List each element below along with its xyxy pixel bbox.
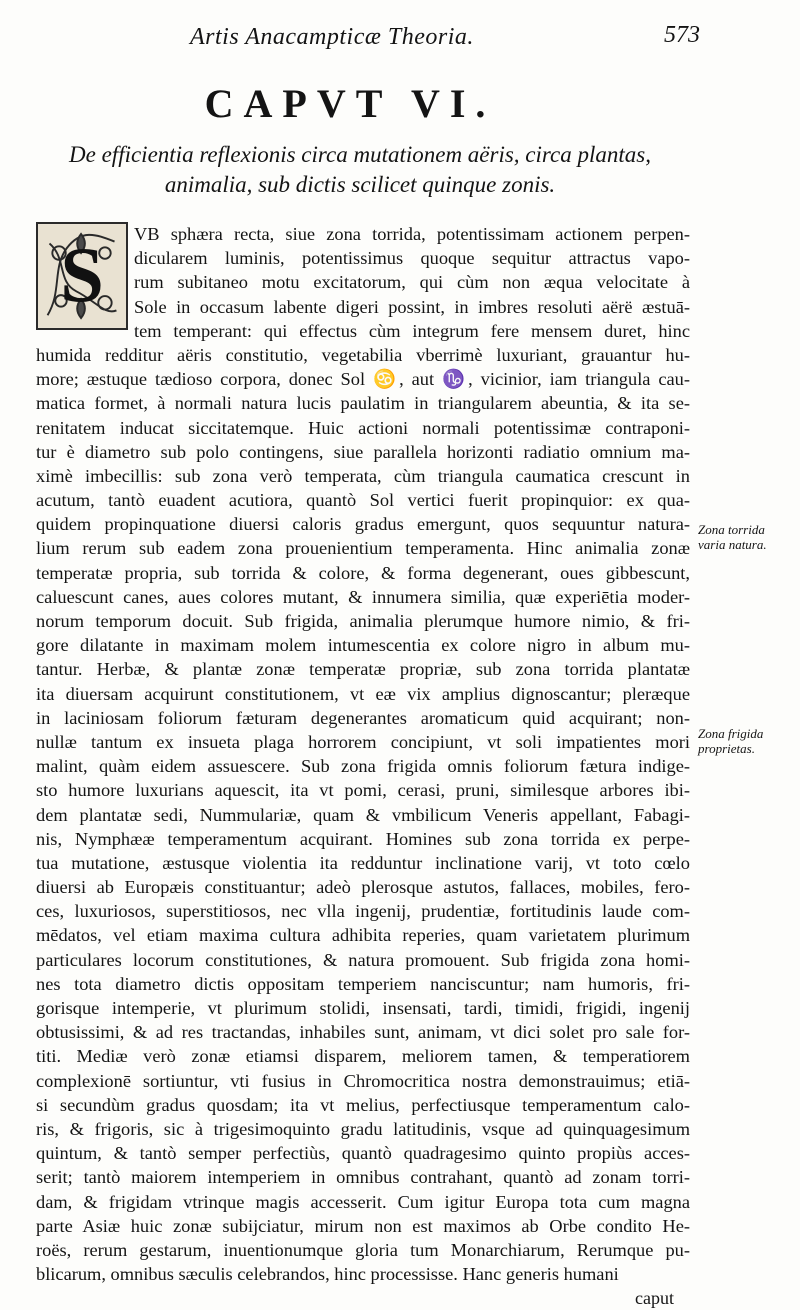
text-line: roës, rerum gestarum, inuentionumque gloria tum Monarchiarum, Rerumque pu- xyxy=(36,1239,690,1260)
text-line: renitatem inducat siccitatemque. Huic actioni normali potentissimæ contraponi- xyxy=(36,417,690,438)
subtitle-line-2: animalia, sub dictis scilicet quinque zonis. xyxy=(164,172,556,197)
chapter-subtitle xyxy=(40,140,680,200)
drop-cap-letter: S xyxy=(60,230,104,318)
text-line: nes tota diametro dictis oppositam temperiem nanciscuntur; nam humoris, fri- xyxy=(36,973,690,994)
text-line: humida redditur aëris constitutio, vegetabilia vberrimè luxuriant, grauantur hu- xyxy=(36,344,690,365)
text-line: more; æstuque tædioso corpora, donec Sol ♋, aut ♑, vicinior, iam triangula cau- xyxy=(36,369,690,390)
text-line: rum subitaneo motu excitatorum, qui cùm non æqua velocitate à xyxy=(134,272,690,293)
text-line: sto humore luxurians aquescit, ita vt pomi, cerasi, pruni, similesque arbores ibi- xyxy=(36,780,690,801)
text-line: tantur. Herbæ, & plantæ zonæ temperatæ propriæ, sub zona torrida plantatæ xyxy=(36,659,690,680)
page-header xyxy=(150,18,710,48)
text-line: malint, quàm eidem assuescere. Sub zona frigida omnis foliorum fætura indige- xyxy=(36,756,690,777)
text-line: quidem propinquatione diuersi caloris gradus emergunt, quos sequuntur natura- xyxy=(36,514,690,535)
text-line: nis, Nymphææ temperamentum acquirant. Homines sub zona torrida ex perpe- xyxy=(36,828,690,849)
marginal-note-line: proprietas. xyxy=(698,741,755,756)
subtitle-line-1: De efficientia reflexionis circa mutationem aëris, circa plantas, xyxy=(69,142,651,167)
text-line: caluescunt canes, aues colores mutant, & innumera similia, quæ experiētia moder- xyxy=(36,586,690,607)
text-line: acutum, tantò euadent acutiora, quantò Sol vertici fuerit propinquior: ex qua- xyxy=(36,490,690,511)
text-line: titi. Mediæ verò zonæ etiamsi disparem, meliorem tamen, & temperatiorem xyxy=(36,1046,690,1067)
text-line: in laciniosam foliorum fæturam degenerantes aromaticum quid acquirant; non- xyxy=(36,707,690,728)
text-line: parte Asiæ huic zonæ subijciatur, mirum non est maximos ab Orbe condito He- xyxy=(36,1215,690,1236)
text-line: lium rerum sub eadem zona prouenientium temperamenta. Hinc animalia zonæ xyxy=(36,538,690,559)
text-line: norum temporum docuit. Sub frigida, animalia plerumque humore nimio, & fri- xyxy=(36,611,690,631)
catchword: caput xyxy=(635,1288,674,1309)
marginal-note-zona-torrida xyxy=(698,522,798,552)
body-text xyxy=(36,222,690,1310)
text-line: ris, & frigoris, sic à trigesimoquinto gradu latitudinis, vsque ad quinquagesimum xyxy=(36,1118,690,1139)
text-line: particulares locorum constitutiones, & natura promouent. Sub frigida zona homi- xyxy=(36,949,690,970)
text-line: temperatæ propria, sub torrida & colore, & forma degenerant, oues gibbescunt, xyxy=(36,562,690,583)
text-line: quintum, & tantò semper perfectiùs, quantò quadragesimo quinto propiùs acces- xyxy=(36,1143,690,1164)
page-number: 573 xyxy=(664,22,700,48)
text-line: ces, luxuriosos, superstitiosos, nec vlla ingenij, prudentiæ, fortitudinis laude com- xyxy=(36,901,690,922)
text-line: blicarum, omnibus sæculis celebrandos, hinc processisse. Hanc generis humani xyxy=(36,1264,619,1285)
text-line: serit; tantò maiorem intemperiem in omnibus contrahant, quantò ad zonam torri- xyxy=(36,1167,690,1188)
text-line: Sole in occasum labente digeri possint, in imbres resoluti aërë æstuā- xyxy=(134,296,690,317)
text-line: mēdatos, vel etiam maxima cultura adhibita reperies, quam varietatem plurimum xyxy=(36,925,690,946)
marginal-note-line: varia natura. xyxy=(698,537,767,552)
text-line: gorisque intemperie, vt plurimum stolidi, insensati, tardi, timidi, frigidi, ingenij xyxy=(36,998,690,1018)
text-line: tem temperant: qui effectus cùm integrum fere mensem duret, hinc xyxy=(134,320,690,341)
text-line: dicularem luminis, potentissimus quoque sequitur attractus vapo- xyxy=(134,248,690,269)
text-line: matica formet, à normali natura lucis paulatim in triangularem abeuntia, & ita se- xyxy=(36,393,690,414)
text-line: diuersi ab Europæis constituantur; adeò plerosque astutos, fallaces, mobiles, fero- xyxy=(36,877,690,898)
text-line: gore dilatante in maximam molem intumescentia ex colore nigro in album mu- xyxy=(36,635,690,656)
marginal-note-line: Zona frigida xyxy=(698,726,764,741)
marginal-note-line: Zona torrida xyxy=(698,522,765,537)
text-line: obtusissimi, & ad res tractandas, inhabiles sunt, animam, vt dici solet pro sale for- xyxy=(36,1022,690,1043)
marginal-note-zona-frigida xyxy=(698,726,798,756)
text-line: tua mutatione, æstusque violentia ita redduntur inclinatione varij, vt toto cœlo xyxy=(36,852,690,873)
text-line: nullæ tantum ex insueta plaga horrorem concipiunt, vt soli impatientes mori xyxy=(36,731,690,752)
running-title: Artis Anacampticæ Theoria. xyxy=(190,24,474,50)
catchword-line xyxy=(36,1286,690,1310)
text-line: ita diuersam acquirunt constitutionem, vt eæ vix amplius dignoscantur; pleræque xyxy=(36,683,690,704)
chapter-title: CAPVT VI. xyxy=(204,81,496,126)
text-line: dem plantatæ sedi, Nummulariæ, quam & vmbilicum Veneris appellant, Fabagi- xyxy=(36,804,690,825)
text-line: VB sphæra recta, siue zona torrida, potentissimam actionem perpen- xyxy=(134,224,690,244)
text-lines xyxy=(36,222,690,1286)
text-line: ximè imbecillis: sub zona verò temperata, cùm triangula caumatica crescunt in xyxy=(36,465,690,486)
text-line: si secundùm gradus quosdam; ita vt melius, perfectiusque temperamentum calo- xyxy=(36,1094,690,1115)
text-line: tur è diametro sub polo contingens, siue parallela horizonti radiatio omnium ma- xyxy=(36,441,690,462)
text-line: complexionē sortiuntur, vti fusius in Chromocritica nostra demonstrauimus; etiā- xyxy=(36,1070,690,1091)
text-line: dam, & frigidam vtrinque magis accesserit. Cum igitur Europa tota cum magna xyxy=(36,1191,690,1212)
